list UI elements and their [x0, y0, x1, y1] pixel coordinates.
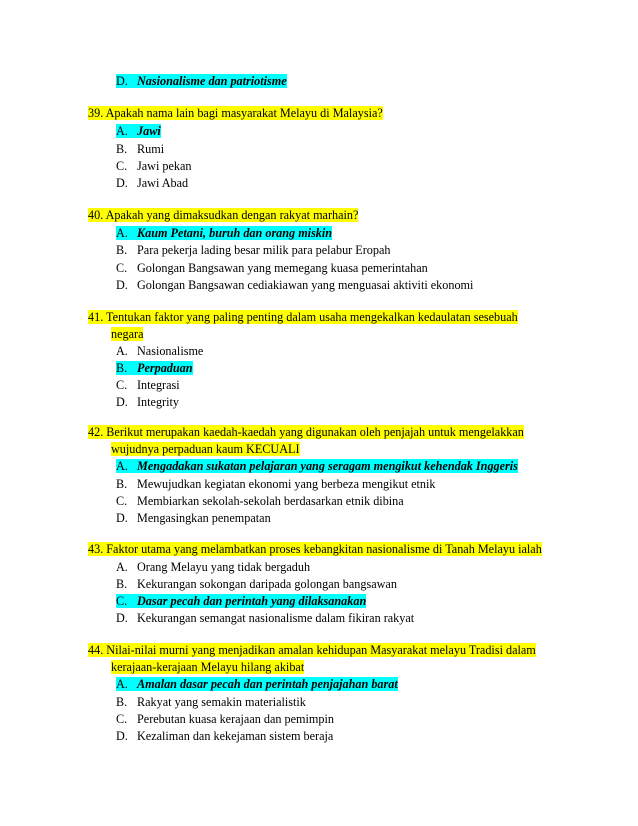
option-letter: B.: [116, 243, 128, 257]
answer-text: Dasar pecah dan perintah yang dilaksanakan: [137, 594, 367, 608]
q42-option-d: [116, 511, 271, 526]
question-44-cont: [111, 660, 304, 675]
question-40: [88, 208, 358, 223]
option-letter: D.: [116, 278, 128, 292]
option-text: Kekurangan semangat nasionalisme dalam fikiran rakyat: [137, 611, 415, 625]
option-text: Mewujudkan kegiatan ekonomi yang berbeza mengikut etnik: [137, 477, 436, 491]
q42-option-a: [116, 459, 518, 474]
q41-option-a: [116, 344, 203, 359]
q40-option-a: [116, 226, 332, 241]
option-text: Integrity: [137, 395, 179, 409]
option-letter: D.: [116, 395, 128, 409]
option-text: Jawi pekan: [137, 159, 192, 173]
answer-text: Jawi: [137, 124, 161, 138]
q44-option-c: [116, 712, 334, 727]
q40-option-c: [116, 261, 428, 276]
option-letter: D.: [116, 74, 128, 88]
q39-option-a: [116, 124, 161, 139]
option-letter: C.: [116, 494, 128, 508]
option-letter: D.: [116, 729, 128, 743]
option-letter: A.: [116, 459, 128, 473]
question-42-cont: [111, 442, 300, 457]
q41-option-d: [116, 395, 179, 410]
option-text: Membiarkan sekolah-sekolah berdasarkan etnik dibina: [137, 494, 404, 508]
answer-text: Kaum Petani, buruh dan orang miskin: [137, 226, 333, 240]
option-letter: A.: [116, 124, 128, 138]
q44-option-d: [116, 729, 333, 744]
question-44: [88, 643, 536, 658]
option-text: Jawi Abad: [137, 176, 189, 190]
option-letter: B.: [116, 477, 128, 491]
option-letter: C.: [116, 594, 128, 608]
option-letter: D.: [116, 511, 128, 525]
q44-option-a: [116, 677, 398, 692]
question-43: [88, 542, 542, 557]
q43-option-d: [116, 611, 414, 626]
option-text: Orang Melayu yang tidak bergaduh: [137, 560, 311, 574]
option-text: Rumi: [137, 142, 165, 156]
option-letter: A.: [116, 344, 128, 358]
option-letter: B.: [116, 142, 128, 156]
option-text: Golongan Bangsawan cediakiawan yang menguasai aktiviti ekonomi: [137, 278, 474, 292]
q42-option-b: [116, 477, 436, 492]
q43-option-c: [116, 594, 366, 609]
option-text: Mengasingkan penempatan: [137, 511, 271, 525]
question-39: [88, 106, 383, 121]
option-letter: A.: [116, 560, 128, 574]
q39-option-b: [116, 142, 164, 157]
question-42: [88, 425, 524, 440]
option-text: Integrasi: [137, 378, 180, 392]
question-text: kerajaan-kerajaan Melayu hilang akibat: [111, 660, 305, 674]
option-letter: A.: [116, 677, 128, 691]
option-letter: C.: [116, 378, 128, 392]
q43-option-b: [116, 577, 397, 592]
q40-option-b: [116, 243, 390, 258]
question-41-cont: [111, 327, 143, 342]
question-41: [88, 310, 518, 325]
option-letter: D.: [116, 176, 128, 190]
option-letter: B.: [116, 695, 128, 709]
q41-option-b: [116, 361, 193, 376]
q41-option-c: [116, 378, 180, 393]
option-letter: C.: [116, 261, 128, 275]
answer-text: Mengadakan sukatan pelajaran yang seragam mengikut kehendak Inggeris: [137, 459, 518, 473]
q43-option-a: [116, 560, 310, 575]
question-text: 39. Apakah nama lain bagi masyarakat Melayu di Malaysia?: [88, 106, 383, 120]
option-text: Nasionalisme: [137, 344, 204, 358]
option-text: Kekurangan sokongan daripada golongan bangsawan: [137, 577, 397, 591]
question-text: 42. Berikut merupakan kaedah-kaedah yang digunakan oleh penjajah untuk mengelakkan: [88, 425, 524, 439]
option-text: Rakyat yang semakin materialistik: [137, 695, 306, 709]
question-text: 43. Faktor utama yang melambatkan proses kebangkitan nasionalisme di Tanah Melayu ialah: [88, 542, 542, 556]
option-text: Para pekerja lading besar milik para pelabur Eropah: [137, 243, 391, 257]
q42-option-c: [116, 494, 404, 509]
question-text: wujudnya perpaduan kaum KECUALI: [111, 442, 300, 456]
option-letter: A.: [116, 226, 128, 240]
q39-option-d: [116, 176, 188, 191]
answer-text: Nasionalisme dan patriotisme: [137, 74, 287, 88]
option-letter: C.: [116, 159, 128, 173]
option-letter: D.: [116, 611, 128, 625]
question-text: negara: [111, 327, 144, 341]
q39-option-c: [116, 159, 192, 174]
question-text: 40. Apakah yang dimaksudkan dengan rakyat marhain?: [88, 208, 359, 222]
answer-text: Amalan dasar pecah dan perintah penjajahan barat: [137, 677, 398, 691]
option-letter: C.: [116, 712, 128, 726]
question-text: 44. Nilai-nilai murni yang menjadikan amalan kehidupan Masyarakat melayu Tradisi dalam: [88, 643, 536, 657]
question-text: 41. Tentukan faktor yang paling penting dalam usaha mengekalkan kedaulatan sesebuah: [88, 310, 518, 324]
q40-option-d: [116, 278, 473, 293]
option-d-prev: [116, 74, 287, 89]
option-text: Golongan Bangsawan yang memegang kuasa pemerintahan: [137, 261, 428, 275]
option-text: Perebutan kuasa kerajaan dan pemimpin: [137, 712, 334, 726]
option-letter: B.: [116, 361, 128, 375]
option-text: Kezaliman dan kekejaman sistem beraja: [137, 729, 334, 743]
option-letter: B.: [116, 577, 128, 591]
q44-option-b: [116, 695, 306, 710]
answer-text: Perpaduan: [137, 361, 193, 375]
